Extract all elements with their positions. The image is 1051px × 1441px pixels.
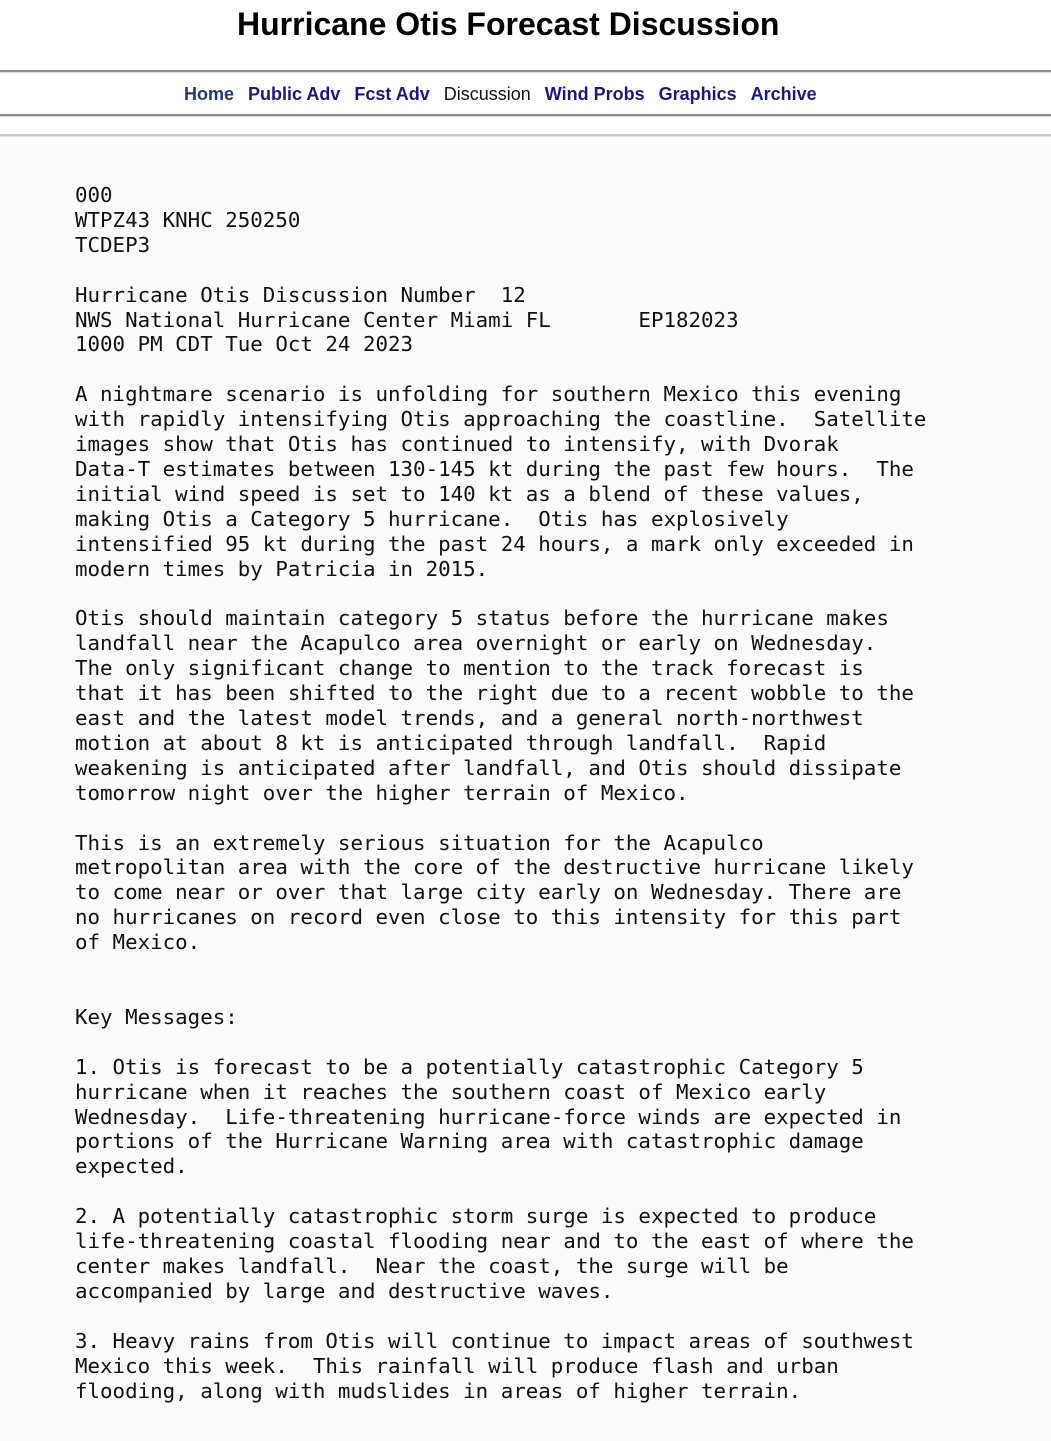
nav-link-public-adv[interactable]: Public Adv	[248, 84, 341, 104]
nav-items	[184, 83, 817, 105]
nav-link-archive[interactable]: Archive	[750, 84, 817, 104]
discussion-text: 000 WTPZ43 KNHC 250250 TCDEP3 Hurricane Otis Discussion Number 12 NWS National Hurricane Center Miami FL EP182023 1000 PM CDT Tue Oct 24 2023 A nightmare scenario is unfolding for southern Mexico this evening with rapidly intensifying Otis approaching the coastline. Satellite images show that Otis has continued to intensify, with Dvorak Data-T estimates between 130-145 kt during the past few hours. The initial wind speed is set to 140 kt as a blend of these values, making Otis a Category 5 hurricane. Otis has explosively intensified 95 kt during the past 24 hours, a mark only exceeded in modern times by Patricia in 2015. Otis should maintain category 5 status before the hurricane makes landfall near the Acapulco area overnight or early on Wednesday. The only significant change to mention to the track forecast is that it has been shifted to the right due to a recent wobble to the east and the latest model trends, and a general north-northwest motion at about 8 kt is anticipated through landfall. Rapid weakening is anticipated after landfall, and Otis should dissipate tomorrow night over the higher terrain of Mexico. This is an extremely serious situation for the Acapulco metropolitan area with the core of the destructive hurricane likely to come near or over that large city early on Wednesday. There are no hurricanes on record even close to this intensity for this part of Mexico. Key Messages: 1. Otis is forecast to be a potentially catastrophic Category 5 hurricane when it reaches the southern coast of Mexico early Wednesday. Life-threatening hurricane-force winds are expected in portions of the Hurricane Warning area with catastrophic damage expected. 2. A potentially catastrophic storm surge is expected to produce life-threatening coastal flooding near and to the east of where the center makes landfall. Near the coast, the surge will be accompanied by large and destructive waves. 3. Heavy rains from Otis will continue to impact areas of southwest Mexico this week. This rainfall will produce flash and urban flooding, along with mudslides in areas of higher terrain.	[75, 183, 927, 1403]
nav-link-fcst-adv[interactable]: Fcst Adv	[354, 84, 430, 104]
nav-link-wind-probs[interactable]: Wind Probs	[544, 84, 645, 104]
page-header	[0, 0, 1051, 70]
nav-link-home[interactable]: Home	[184, 84, 235, 104]
divider-band	[0, 118, 1051, 134]
nav-link-graphics[interactable]: Graphics	[658, 84, 737, 104]
discussion-content	[0, 137, 1051, 1441]
nav-bar	[0, 73, 1051, 113]
page-title: Hurricane Otis Forecast Discussion	[237, 6, 780, 42]
nav-item-discussion-current: Discussion	[443, 84, 531, 104]
nav-divider	[0, 114, 1051, 117]
